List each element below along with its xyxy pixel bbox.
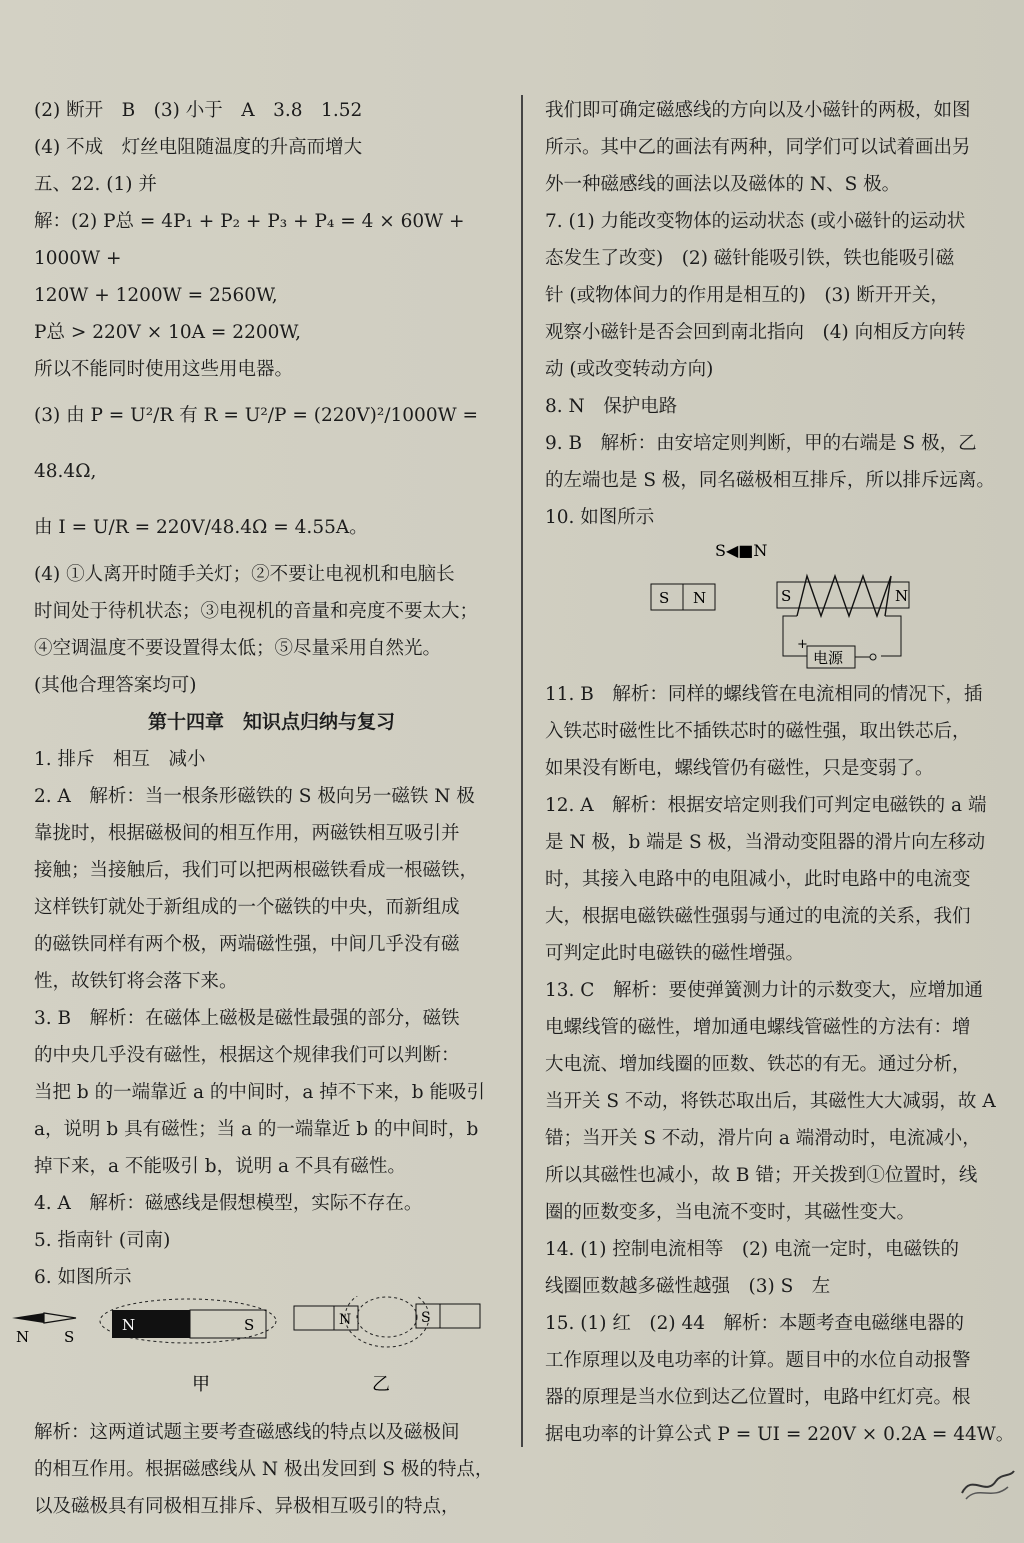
answer-line: 11. B 解析：同样的螺线管在电流相同的情况下，插: [545, 684, 983, 705]
answer-line: 据电功率的计算公式 P = UI = 220V × 0.2A = 44W。: [545, 1424, 1015, 1445]
circuit-wire: [881, 616, 901, 656]
chapter-heading: 第十四章 知识点归纳与复习: [147, 711, 395, 733]
answer-line: 如果没有断电，螺线管仍有磁性，只是变弱了。: [545, 758, 934, 779]
magnet-label-s: S: [244, 1316, 255, 1334]
answer-line: 错；当开关 S 不动，滑片向 a 端滑动时，电流减小，: [545, 1128, 981, 1149]
answer-line: 13. C 解析：要使弹簧测力计的示数变大，应增加通: [545, 980, 983, 1001]
answer-line: 是 N 极，b 端是 S 极，当滑动变阻器的滑片向左移动: [545, 832, 986, 853]
answer-line: 观察小磁针是否会回到南北指向 (4) 向相反方向转: [545, 322, 966, 343]
answer-line: 的磁铁同样有两个极，两端磁性强，中间几乎没有磁: [34, 934, 460, 955]
formula-line: 由 I = U/R = 220V/48.4Ω = 4.55A。: [34, 517, 368, 538]
answer-line: 的相互作用。根据磁感线从 N 极出发回到 S 极的特点，: [34, 1459, 494, 1480]
answer-line: 态发生了改变) (2) 磁针能吸引铁，铁也能吸引磁: [545, 248, 955, 269]
answer-line: 6. 如图所示: [34, 1267, 132, 1288]
answer-line: 我们即可确定磁感线的方向以及小磁针的两极，如图: [545, 100, 971, 121]
switch-terminal: [870, 654, 876, 660]
magnet-label-n: N: [122, 1316, 136, 1334]
answer-line: 120W + 1200W = 2560W,: [34, 285, 278, 306]
decorative-corner-icon: [958, 1463, 1018, 1503]
answer-line: ④空调温度不要设置得太低；⑤尽量采用自然光。: [34, 638, 442, 659]
answer-line: 2. A 解析：当一根条形磁铁的 S 极向另一磁铁 N 极: [34, 786, 475, 807]
answer-line: 时，其接入电路中的电阻减小，此时电路中的电流变: [545, 869, 971, 890]
bar-label-n: N: [693, 589, 707, 607]
answer-line: 7. (1) 力能改变物体的运动状态 (或小磁针的运动状: [545, 211, 966, 232]
answer-line: 器的原理是当水位到达乙位置时，电路中红灯亮。根: [545, 1387, 971, 1408]
bar-magnet-south: [190, 1310, 266, 1338]
answer-line: 的中央几乎没有磁性，根据这个规律我们可以判断：: [34, 1045, 460, 1066]
answer-line: 入铁芯时磁性比不插铁芯时的磁性强，取出铁芯后，: [545, 721, 971, 742]
answer-line: 3. B 解析：在磁体上磁极是磁性最强的部分，磁铁: [34, 1008, 460, 1029]
answer-line: 可判定此时电磁铁的磁性增强。: [545, 943, 805, 964]
needle-label: S◀■N: [715, 541, 768, 560]
answer-line: P总 > 220V × 10A = 2200W,: [34, 322, 302, 343]
answer-line: 动 (或改变转动方向): [545, 359, 714, 380]
answer-line: 时间处于待机状态；③电视机的音量和亮度不要太大；: [34, 601, 479, 622]
magnet-diagram: [4, 1296, 494, 1414]
answer-line: 掉下来，a 不能吸引 b，说明 a 不具有磁性。: [34, 1156, 406, 1177]
answer-line: 1. 排斥 相互 减小: [34, 749, 206, 770]
caption-yi: 乙: [372, 1374, 390, 1395]
answer-line: 以及磁极具有同极相互排斥、异极相互吸引的特点，: [34, 1496, 460, 1517]
answer-line: 当把 b 的一端靠近 a 的中间时，a 掉不下来，b 能吸引: [34, 1082, 486, 1103]
answer-line: 大，根据电磁铁磁性强弱与通过的电流的关系，我们: [545, 906, 971, 927]
answer-line: 接触；当接触后，我们可以把两根磁铁看成一根磁铁，: [34, 860, 479, 881]
answer-line: 线圈匝数越多磁性越强 (3) S 左: [545, 1276, 831, 1297]
bar-label-s: S: [659, 589, 670, 607]
answer-line: 解：(2) P总 = 4P₁ + P₂ + P₃ + P₄ = 4 × 60W + 1000W +: [34, 211, 465, 269]
answer-line: 9. B 解析：由安培定则判断，甲的右端是 S 极，乙: [545, 433, 977, 454]
answer-line: 15. (1) 红 (2) 44 解析：本题考查电磁继电器的: [545, 1313, 965, 1334]
compass-needle-south: [44, 1313, 76, 1323]
answer-line: a，说明 b 具有磁性；当 a 的一端靠近 b 的中间时，b: [34, 1119, 479, 1140]
compass-needle-north: [12, 1313, 44, 1323]
magnet-label-n2: N: [339, 1312, 352, 1328]
answer-line: 14. (1) 控制电流相等 (2) 电流一定时，电磁铁的: [545, 1239, 959, 1260]
answer-line: 8. N 保护电路: [545, 396, 678, 417]
answer-line: 所以其磁性也减小，故 B 错；开关拨到①位置时，线: [545, 1165, 978, 1186]
solenoid-label-s: S: [781, 587, 792, 605]
compass-label-s: S: [64, 1328, 75, 1346]
answer-line: 大电流、增加线圈的匝数、铁芯的有无。通过分析，: [545, 1054, 971, 1075]
plus-sign: +: [797, 637, 808, 652]
answer-line: 12. A 解析：根据安培定则我们可判定电磁铁的 a 端: [545, 795, 987, 816]
answer-line: 的左端也是 S 极，同名磁极相互排斥，所以排斥远离。: [545, 470, 995, 491]
answer-line: 当开关 S 不动，将铁芯取出后，其磁性大大减弱，故 A: [545, 1091, 996, 1112]
answer-line: (4) ①人离开时随手关灯；②不要让电视机和电脑长: [34, 564, 455, 585]
answer-line: 4. A 解析：磁感线是假想模型，实际不存在。: [34, 1193, 423, 1214]
column-divider: [521, 95, 523, 1447]
answer-line: 外一种磁感线的画法以及磁体的 N、S 极。: [545, 174, 901, 195]
right-column: [545, 92, 1020, 1453]
field-line: [357, 1297, 417, 1337]
answer-line: (2) 断开 B (3) 小于 A 3.8 1.52: [34, 100, 363, 121]
figure-10: [545, 536, 1020, 676]
answer-line: 解析：这两道试题主要考查磁感线的特点以及磁极间: [34, 1422, 460, 1443]
answer-line: (其他合理答案均可): [34, 675, 197, 696]
answer-line: 性，故铁钉将会落下来。: [34, 971, 238, 992]
answer-line: 所以不能同时使用这些用电器。: [34, 359, 294, 380]
answer-line: 五、22. (1) 并: [34, 174, 157, 195]
answer-line: 5. 指南针 (司南): [34, 1230, 171, 1251]
answer-line: 圈的匝数变多，当电流不变时，其磁性变大。: [545, 1202, 916, 1223]
answer-line: (4) 不成 灯丝电阻随温度的升高而增大: [34, 137, 363, 158]
answer-line: 针 (或物体间力的作用是相互的) (3) 断开开关，: [545, 285, 949, 306]
caption-jia: 甲: [192, 1374, 210, 1395]
answer-line: 所示。其中乙的画法有两种，同学们可以试着画出另: [545, 137, 971, 158]
answer-line: 工作原理以及电功率的计算。题目中的水位自动报警: [545, 1350, 971, 1371]
answer-line: 这样铁钉就处于新组成的一个磁铁的中央，而新组成: [34, 897, 460, 918]
answer-line: 电螺线管的磁性，增加通电螺线管磁性的方法有：增: [545, 1017, 971, 1038]
solenoid-label-n: N: [895, 587, 909, 605]
answer-line: 10. 如图所示: [545, 507, 655, 528]
compass-label-n: N: [16, 1328, 30, 1346]
figure-6: [4, 1296, 494, 1414]
magnet-label-s2: S: [421, 1310, 431, 1326]
answer-line: 靠拢时，根据磁极间的相互作用，两磁铁相互吸引并: [34, 823, 460, 844]
left-column: [16, 92, 509, 1525]
solenoid-diagram: [545, 536, 1020, 676]
formula-line: (3) 由 P = U²/R 有 R = U²/P = (220V)²/1000W = 48.4Ω,: [34, 405, 478, 482]
power-label: 电源: [813, 649, 844, 667]
